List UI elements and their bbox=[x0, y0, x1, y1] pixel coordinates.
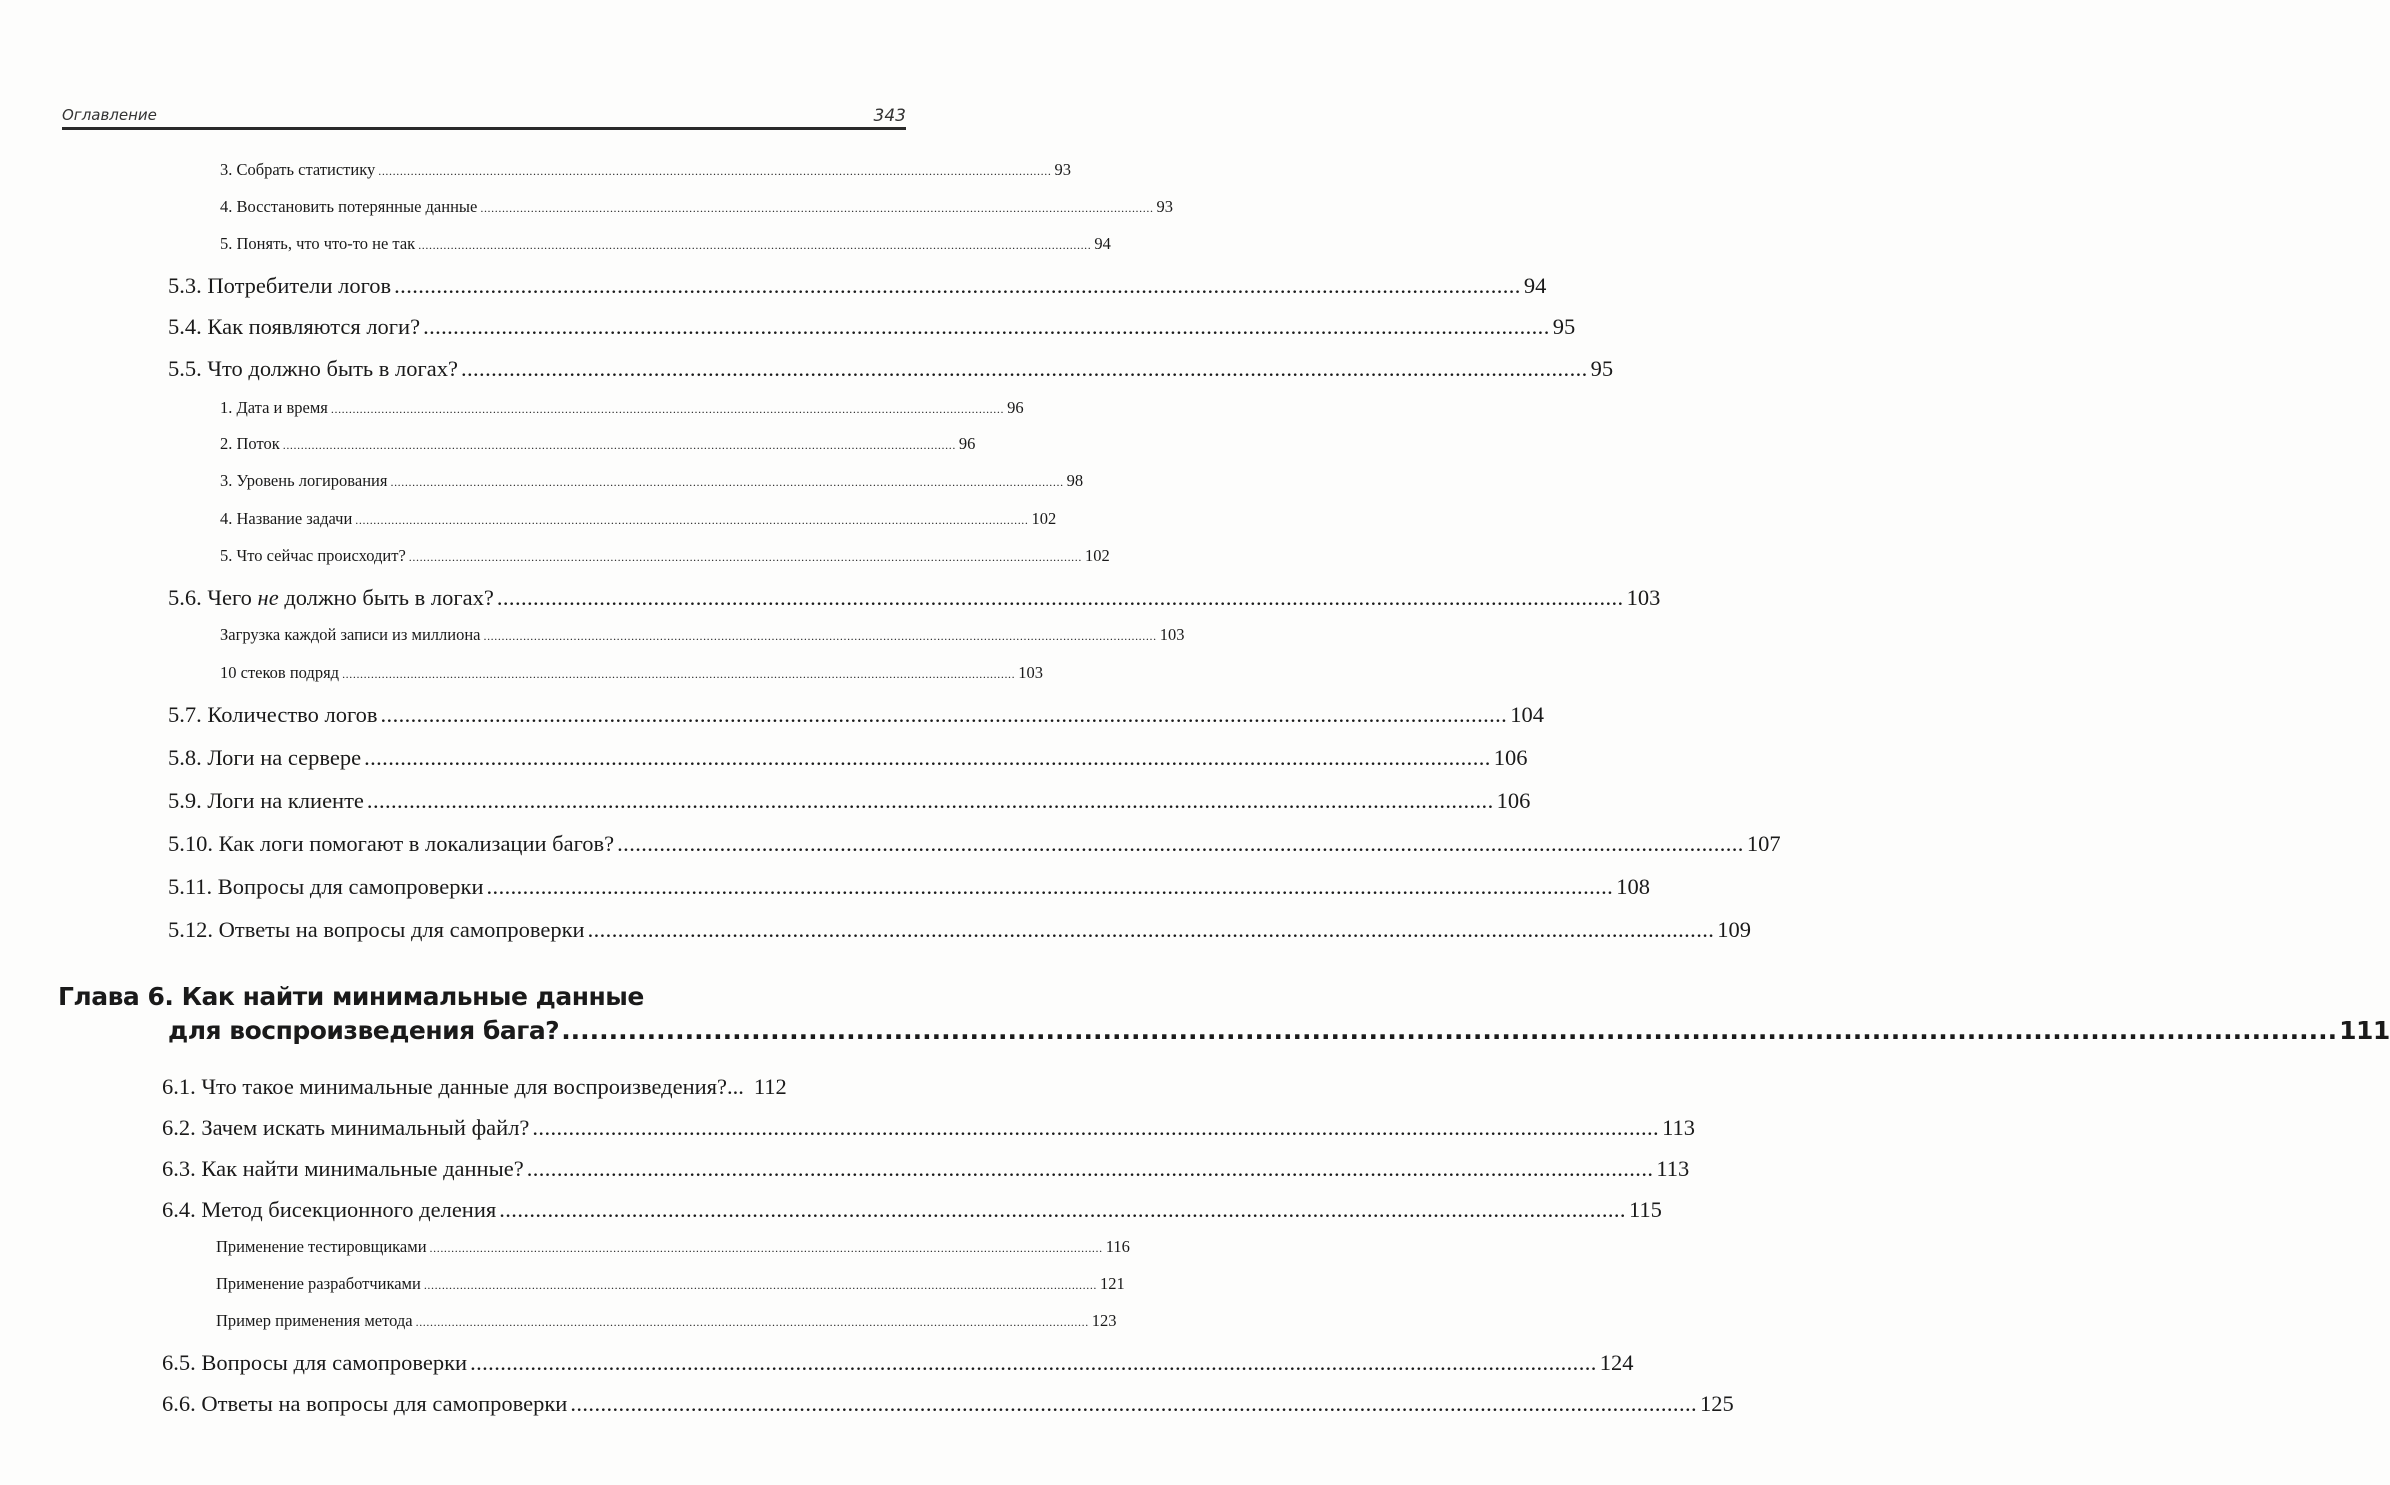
dot-leader: ........................................................................................................................................................................................... bbox=[364, 745, 1491, 770]
toc-entry-title: 1. Дата и время bbox=[220, 398, 328, 417]
dot-leader: ........................................................................................................................................................................................... bbox=[486, 874, 1614, 899]
toc-entry-title: 5.4. Как появляются логи? bbox=[168, 314, 421, 339]
toc-entry bbox=[220, 546, 1110, 566]
toc-entry bbox=[220, 663, 1044, 683]
dot-leader: ........................................................................................................................................................................................... bbox=[394, 273, 1521, 298]
toc-entry-title bbox=[168, 585, 494, 611]
toc-entry bbox=[162, 1156, 1690, 1182]
toc-entry-title: 6.1. Что такое минимальные данные для воспроизведения?... bbox=[162, 1074, 744, 1099]
dot-leader: ........................................................................................................................................................................................... bbox=[429, 1241, 1103, 1255]
toc-entry bbox=[220, 234, 1111, 254]
toc-entry-page: 125 bbox=[1700, 1391, 1734, 1416]
dot-leader: ........................................................................................................................................................................................... bbox=[390, 475, 1064, 489]
dot-leader: ........................................................................................................................................................................................... bbox=[423, 314, 1550, 339]
toc-entry-title: 5. Что сейчас происходит? bbox=[220, 546, 406, 565]
toc-entry-title: Применение тестировщиками bbox=[216, 1237, 427, 1256]
toc-entry bbox=[168, 917, 1752, 943]
toc-entry-title: 5. Понять, что что-то не так bbox=[220, 234, 416, 253]
toc-entry-page: 95 bbox=[1552, 314, 1576, 339]
toc-entry-page: 93 bbox=[1156, 197, 1174, 216]
toc-entry-title: 4. Название задачи bbox=[220, 509, 353, 528]
chapter-heading-title: для воспроизведения бага? bbox=[168, 1016, 560, 1045]
header-rule bbox=[62, 127, 906, 130]
toc-entry-page: 112 bbox=[753, 1074, 787, 1099]
toc-entry bbox=[162, 1350, 1634, 1376]
toc-entry-title: 6.2. Зачем искать минимальный файл? bbox=[162, 1115, 530, 1140]
toc-entry-title: 6.4. Метод бисекционного деления bbox=[162, 1197, 497, 1222]
toc-entry-title: 5.10. Как логи помогают в локализации багов? bbox=[168, 831, 615, 856]
toc-entry-page: 98 bbox=[1066, 471, 1084, 490]
toc-entry-title-part: 5.6. Чего bbox=[168, 585, 258, 610]
toc-entry-title: Применение разработчиками bbox=[216, 1274, 421, 1293]
toc-entry bbox=[162, 1391, 1734, 1417]
toc-entry-page: 113 bbox=[1656, 1156, 1690, 1181]
dot-leader: ........................................................................................................................................................................................... bbox=[526, 1156, 1654, 1181]
toc-entry-page: 94 bbox=[1523, 273, 1547, 298]
toc-entry-page: 106 bbox=[1496, 788, 1531, 813]
toc-entry-page: 109 bbox=[1717, 917, 1752, 942]
toc-entry bbox=[162, 1197, 1662, 1223]
toc-entry-title: 2. Поток bbox=[220, 434, 280, 453]
toc-entry-title: 5.9. Логи на клиенте bbox=[168, 788, 364, 813]
toc-entry-page: 102 bbox=[1031, 509, 1057, 528]
toc-entry bbox=[168, 831, 1781, 857]
dot-leader: ........................................................................................................................................................................................... bbox=[342, 667, 1016, 681]
toc-entry-title: 5.3. Потребители логов bbox=[168, 273, 392, 298]
toc-entry bbox=[220, 398, 1024, 418]
dot-leader: ........................................................................................................................................................................................... bbox=[282, 438, 956, 452]
toc-entry-title: Загрузка каждой записи из миллиона bbox=[220, 625, 481, 644]
dot-leader: ........................................................................................................................................................................................... bbox=[366, 788, 1494, 813]
dot-leader: ........................................................................................................................................................................................... bbox=[423, 1278, 1098, 1292]
toc-entry-page: 96 bbox=[958, 434, 976, 453]
toc-entry-title: 5.8. Логи на сервере bbox=[168, 745, 362, 770]
toc-entry-title-emphasis: не bbox=[257, 585, 279, 610]
toc-entry bbox=[168, 788, 1531, 814]
dot-leader: ........................................................................................................................................................................................... bbox=[418, 238, 1092, 252]
toc-entry bbox=[168, 273, 1547, 299]
toc-entry-title: 3. Собрать статистику bbox=[220, 160, 376, 179]
toc-entry bbox=[168, 314, 1576, 340]
toc-entry bbox=[168, 745, 1528, 771]
toc-entry-title-part: должно быть в логах? bbox=[278, 585, 494, 610]
toc-entry-title: 5.5. Что должно быть в логах? bbox=[168, 356, 458, 381]
dot-leader: ........................................................................................................................................................................................... bbox=[460, 356, 1588, 381]
toc-entry bbox=[216, 1274, 1125, 1294]
toc-entry-title: 6.3. Как найти минимальные данные? bbox=[162, 1156, 524, 1181]
toc-entry-page: 107 bbox=[1746, 831, 1781, 856]
toc-entry-page: 94 bbox=[1094, 234, 1111, 253]
running-header bbox=[62, 104, 906, 128]
toc-entry-page: 93 bbox=[1054, 160, 1071, 179]
dot-leader: ........................................................................................................................................................................................... bbox=[408, 550, 1082, 564]
toc-entry-title: 4. Восстановить потерянные данные bbox=[220, 197, 478, 216]
toc-entry-title: 6.5. Вопросы для самопроверки bbox=[162, 1350, 468, 1375]
toc-entry-page: 106 bbox=[1493, 745, 1528, 770]
dot-leader: ........................................................................................................................................................................................... bbox=[480, 201, 1154, 215]
chapter-heading-page: 111 bbox=[2339, 1016, 2390, 1045]
toc-entry-title: 6.6. Ответы на вопросы для самопроверки bbox=[162, 1391, 568, 1416]
toc-entry-title: 3. Уровень логирования bbox=[220, 471, 388, 490]
dot-leader: ........................................................................................................................................................................................... bbox=[470, 1350, 1597, 1375]
page-number: 343 bbox=[873, 106, 906, 126]
toc-entry bbox=[220, 625, 1185, 645]
toc-entry bbox=[168, 702, 1544, 728]
toc-entry bbox=[168, 585, 1661, 611]
toc-entry bbox=[220, 434, 976, 454]
toc-entry bbox=[220, 197, 1174, 217]
dot-leader: ........................................................................................................................................................................................... bbox=[570, 1391, 1698, 1416]
running-header-title: Оглавление bbox=[62, 106, 157, 124]
dot-leader: ........................................................................................................................................................................................... bbox=[496, 585, 1624, 610]
dot-leader: ........................................................................................................................................................................................... bbox=[415, 1315, 1089, 1329]
toc-entry-page: 103 bbox=[1626, 585, 1661, 610]
chapter-heading-line2 bbox=[168, 1016, 2390, 1045]
dot-leader: ........................................................................................................................................................................................... bbox=[561, 1016, 2338, 1045]
toc-entry-page: 95 bbox=[1590, 356, 1614, 381]
dot-leader: ........................................................................................................................................................................................... bbox=[483, 629, 1157, 643]
toc-entry-page: 108 bbox=[1616, 874, 1650, 899]
toc-entry-page: 121 bbox=[1100, 1274, 1125, 1293]
toc-entry-title: 10 стеков подряд bbox=[220, 663, 340, 682]
toc-entry bbox=[220, 160, 1071, 180]
toc-entry bbox=[168, 356, 1614, 382]
toc-entry-page: 104 bbox=[1510, 702, 1544, 727]
toc-entry-page: 123 bbox=[1091, 1311, 1117, 1330]
toc-entry bbox=[220, 509, 1057, 529]
dot-leader: ........................................................................................................................................................................................... bbox=[499, 1197, 1626, 1222]
toc-entry bbox=[162, 1074, 898, 1100]
toc-entry-page: 113 bbox=[1662, 1115, 1696, 1140]
dot-leader: ........................................................................................................................................................................................... bbox=[378, 164, 1052, 178]
toc-entry-page: 102 bbox=[1084, 546, 1110, 565]
dot-leader: ........................................................................................................................................................................................... bbox=[532, 1115, 1660, 1140]
toc-entry-title: 5.7. Количество логов bbox=[168, 702, 378, 727]
chapter-heading-line1: Глава 6. Как найти минимальные данные bbox=[58, 982, 644, 1011]
toc-entry-page: 116 bbox=[1105, 1237, 1130, 1256]
toc-entry-title: 5.11. Вопросы для самопроверки bbox=[168, 874, 484, 899]
toc-entry-page: 103 bbox=[1018, 663, 1044, 682]
dot-leader: ........................................................................................................................................................................................... bbox=[617, 831, 1744, 856]
toc-entry-title: 5.12. Ответы на вопросы для самопроверки bbox=[168, 917, 585, 942]
toc-entry-page: 115 bbox=[1628, 1197, 1662, 1222]
toc-entry bbox=[168, 874, 1650, 900]
dot-leader: ........................................................................................................................................................................................... bbox=[355, 513, 1029, 527]
toc-entry-page: 103 bbox=[1159, 625, 1185, 644]
toc-entry bbox=[216, 1237, 1130, 1257]
dot-leader: ........................................................................................................................................................................................... bbox=[380, 702, 1508, 727]
dot-leader: ........................................................................................................................................................................................... bbox=[587, 917, 1715, 942]
toc-entry bbox=[216, 1311, 1117, 1331]
dot-leader: ........................................................................................................................................................................................... bbox=[330, 402, 1005, 416]
toc-entry-page: 96 bbox=[1007, 398, 1024, 417]
toc-entry-title: Пример применения метода bbox=[216, 1311, 413, 1330]
toc-entry bbox=[162, 1115, 1696, 1141]
toc-entry bbox=[220, 471, 1084, 491]
toc-entry-page: 124 bbox=[1599, 1350, 1634, 1375]
